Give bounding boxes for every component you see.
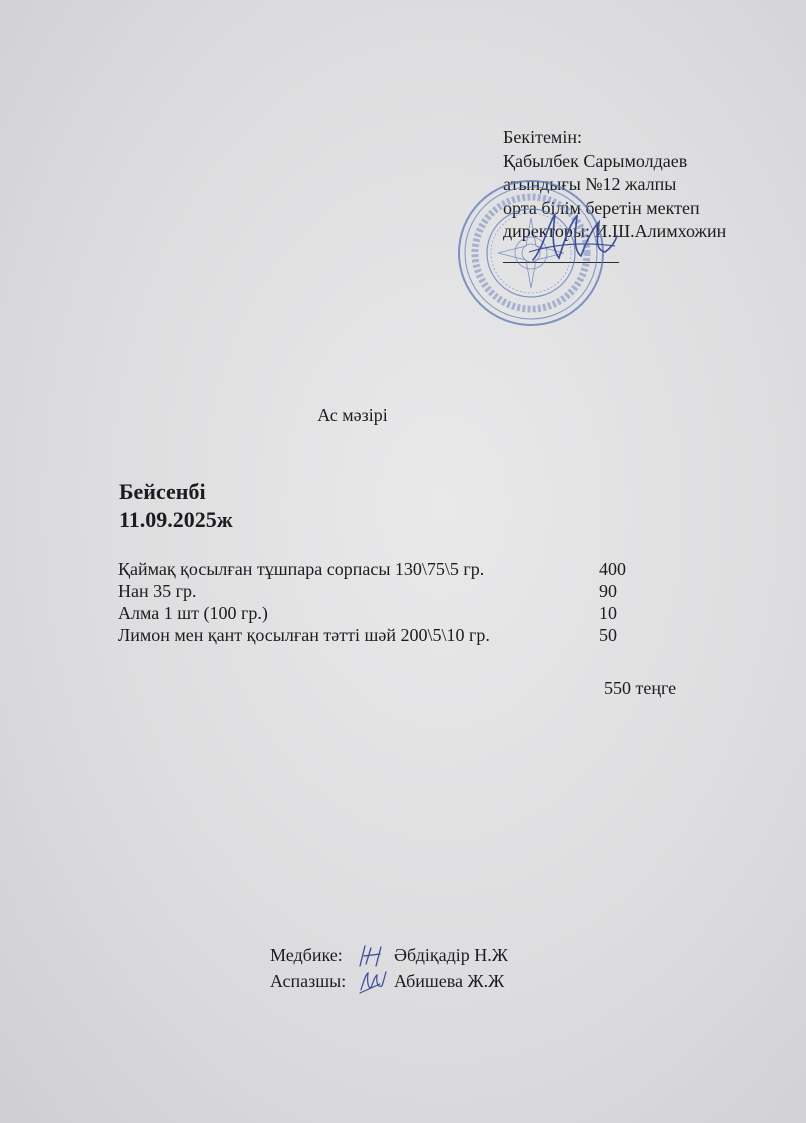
staff-name: Абишева Ж.Ж [394,971,505,991]
approval-director: директоры: И.Ш.Алимхожин [503,221,727,241]
menu-title: Ас мәзірі [317,405,388,425]
menu-item-name: Лимон мен қант қосылған тәтті шәй 200\5\10 гр. [118,625,490,645]
staff-name: Әбдіқадір Н.Ж [394,945,508,965]
menu-item-name: Қаймақ қосылған тұшпара сорпасы 130\75\5 гр. [118,559,485,579]
menu-item-price: 400 [599,559,626,579]
approval-school-line-1: Қабылбек Сарымолдаев [503,150,688,171]
menu-day-block [119,478,233,534]
cook-signature-icon [358,970,388,994]
approval-school-line-3: орта білім беретін мектеп [503,197,700,218]
menu-item [118,602,658,624]
menu-total: 550 теңге [604,678,677,698]
staff-role: Аспазшы: [270,971,347,991]
menu-item-price: 50 [599,625,617,645]
approval-school-line-2: атындығы №12 жалпы [503,174,677,194]
menu-item [118,558,658,580]
menu-item-name: Нан 35 гр. [118,581,197,601]
menu-date: 11.09.2025ж [119,507,233,532]
staff-role: Медбике: [270,945,343,965]
menu-items-list [118,558,658,646]
nurse-signature-icon [356,944,386,968]
menu-item-price: 90 [599,581,617,601]
menu-day: Бейсенбі [119,479,206,504]
menu-item-price: 10 [599,603,617,623]
director-signature-icon [525,208,620,268]
menu-item-name: Алма 1 шт (100 гр.) [118,603,268,623]
menu-item [118,624,658,646]
menu-item [118,580,658,602]
approval-heading: Бекітемін: [503,127,582,147]
